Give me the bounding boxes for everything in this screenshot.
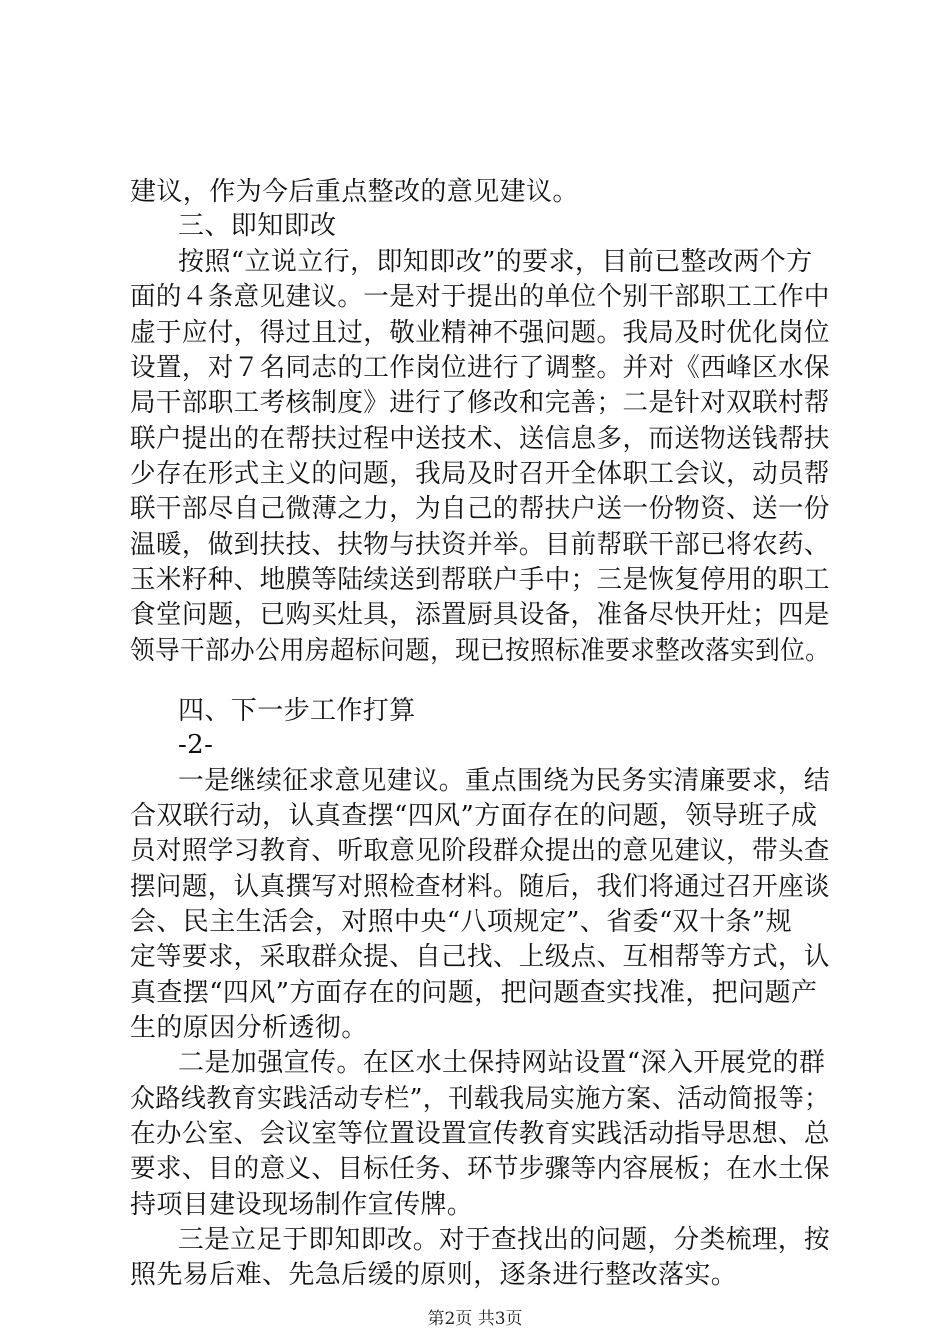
text-line: 合双联行动，认真查摆“四风”方面存在的问题，领导班子成 <box>130 801 818 831</box>
text-line: 建议，作为今后重点整改的意见建议。 <box>130 177 579 207</box>
text-line: 在办公室、会议室等位置设置宣传教育实践活动指导思想、总 <box>130 1119 830 1149</box>
text-line: 一是继续征求意见建议。重点围绕为民务实清廉要求，结 <box>178 766 831 796</box>
text-line: 领导干部办公用房超标问题，现已按照标准要求整改落实到位。 <box>130 636 831 666</box>
text-line: 温暖，做到扶技、扶物与扶资并举。目前帮联干部已将农药、 <box>130 530 830 560</box>
text-line: 二是加强宣传。在区水土保持网站设置“深入开展党的群 <box>178 1048 826 1078</box>
text-line: 员对照学习教育、听取意见阶段群众提出的意见建议，带头查 <box>130 836 830 866</box>
text-line: 摆问题，认真撰写对照检查材料。随后，我们将通过召开座谈 <box>130 872 830 902</box>
text-line: 设置，对７名同志的工作岗位进行了调整。并对《西峰区水保 <box>130 353 830 383</box>
text-line: 定等要求，采取群众提、自己找、上级点、互相帮等方式，认 <box>130 942 830 972</box>
section-heading: 四、下一步工作打算 <box>178 696 416 726</box>
text-line: 照先易后难、先急后缓的原则，逐条进行整改落实。 <box>130 1260 738 1290</box>
page-number-inline: -2- <box>178 730 214 760</box>
text-line: 虚于应付，得过且过，敬业精神不强问题。我局及时优化岗位 <box>130 318 830 348</box>
text-line: 局干部职工考核制度》进行了修改和完善；二是针对双联村帮 <box>130 388 830 418</box>
text-line: 食堂问题，已购买灶具，添置厨具设备，准备尽快开灶；四是 <box>130 600 830 630</box>
text-line: 联干部尽自己微薄之力，为自己的帮扶户送一份物资、送一份 <box>130 494 830 524</box>
page-footer: 第2页 共3页 <box>427 1309 523 1329</box>
text-line: 众路线教育实践活动专栏”，刊载我局实施方案、活动简报等； <box>130 1084 830 1114</box>
text-line: 玉米籽种、地膜等陆续送到帮联户手中；三是恢复停用的职工 <box>130 565 830 595</box>
text-line: 真查摆“四风”方面存在的问题，把问题查实找准，把问题产 <box>130 978 818 1008</box>
text-line: 三是立足于即知即改。对于查找出的问题，分类梳理，按 <box>178 1225 831 1255</box>
text-line: 会、民主生活会，对照中央“八项规定”、省委“双十条”规 <box>130 907 792 937</box>
text-line: 少存在形式主义的问题，我局及时召开全体职工会议，动员帮 <box>130 459 830 489</box>
text-line: 联户提出的在帮扶过程中送技术、送信息多，而送物送钱帮扶 <box>130 424 830 454</box>
text-line: 按照“立说立行，即知即改”的要求，目前已整改两个方 <box>178 247 813 277</box>
text-line: 生的原因分析透彻。 <box>130 1013 368 1043</box>
text-line: 面的４条意见建议。一是对于提出的单位个别干部职工工作中 <box>130 282 830 312</box>
section-heading: 三、即知即改 <box>178 211 337 241</box>
text-line: 要求、目的意义、目标任务、环节步骤等内容展板；在水土保 <box>130 1154 830 1184</box>
text-line: 持项目建设现场制作宣传牌。 <box>130 1190 474 1220</box>
